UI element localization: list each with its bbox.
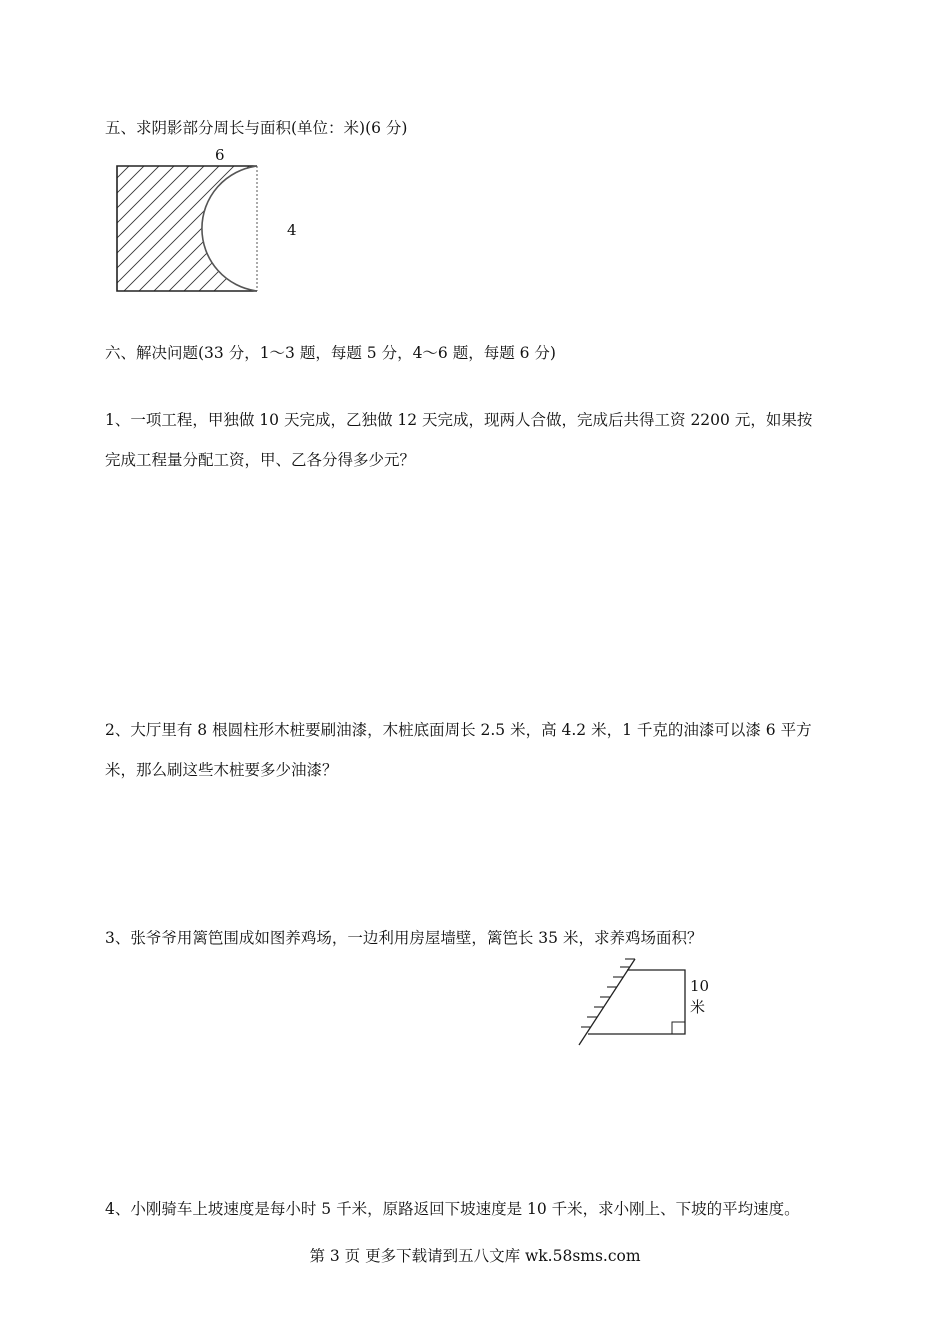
figure1-height-label: 4 — [287, 221, 297, 239]
problem1-line1: 1、一项工程，甲独做 10 天完成，乙独做 12 天完成，现两人合做，完成后共得工资 2200 元，如果按 — [105, 411, 813, 429]
wall-hatch — [581, 959, 635, 1027]
figure1-width-label: 6 — [215, 146, 225, 164]
section5-heading: 五、求阴影部分周长与面积(单位：米)(6 分) — [105, 119, 408, 137]
wall-line — [579, 959, 635, 1045]
section6-heading: 六、解决问题(33 分，1～3 题，每题 5 分，4～6 题，每题 6 分) — [105, 344, 556, 362]
page-footer: 第 3 页 更多下载请到五八文库 wk.58sms.com — [309, 1247, 641, 1265]
chicken-yard-figure — [575, 955, 695, 1055]
problem3-line1: 3、张爷爷用篱笆围成如图养鸡场，一边利用房屋墙壁，篱笆长 35 米，求养鸡场面积？ — [105, 929, 703, 947]
semicircle-arc — [202, 166, 257, 291]
problem1-line2: 完成工程量分配工资，甲、乙各分得多少元？ — [105, 451, 416, 469]
right-angle-marker — [672, 1022, 685, 1034]
problem2-line2: 米，那么刷这些木桩要多少油漆？ — [105, 761, 338, 779]
figure2-height-unit: 米 — [690, 998, 706, 1016]
fence-outline — [588, 970, 685, 1034]
figure2-height-value: 10 — [690, 977, 710, 995]
shaded-region-figure — [110, 160, 270, 300]
problem4-line1: 4、小刚骑车上坡速度是每小时 5 千米，原路返回下坡速度是 10 千米，求小刚上、下坡的平均速度。 — [105, 1200, 800, 1218]
problem2-line1: 2、大厅里有 8 根圆柱形木桩要刷油漆，木桩底面周长 2.5 米，高 4.2 米，1 千克的油漆可以漆 6 平方 — [105, 721, 812, 739]
